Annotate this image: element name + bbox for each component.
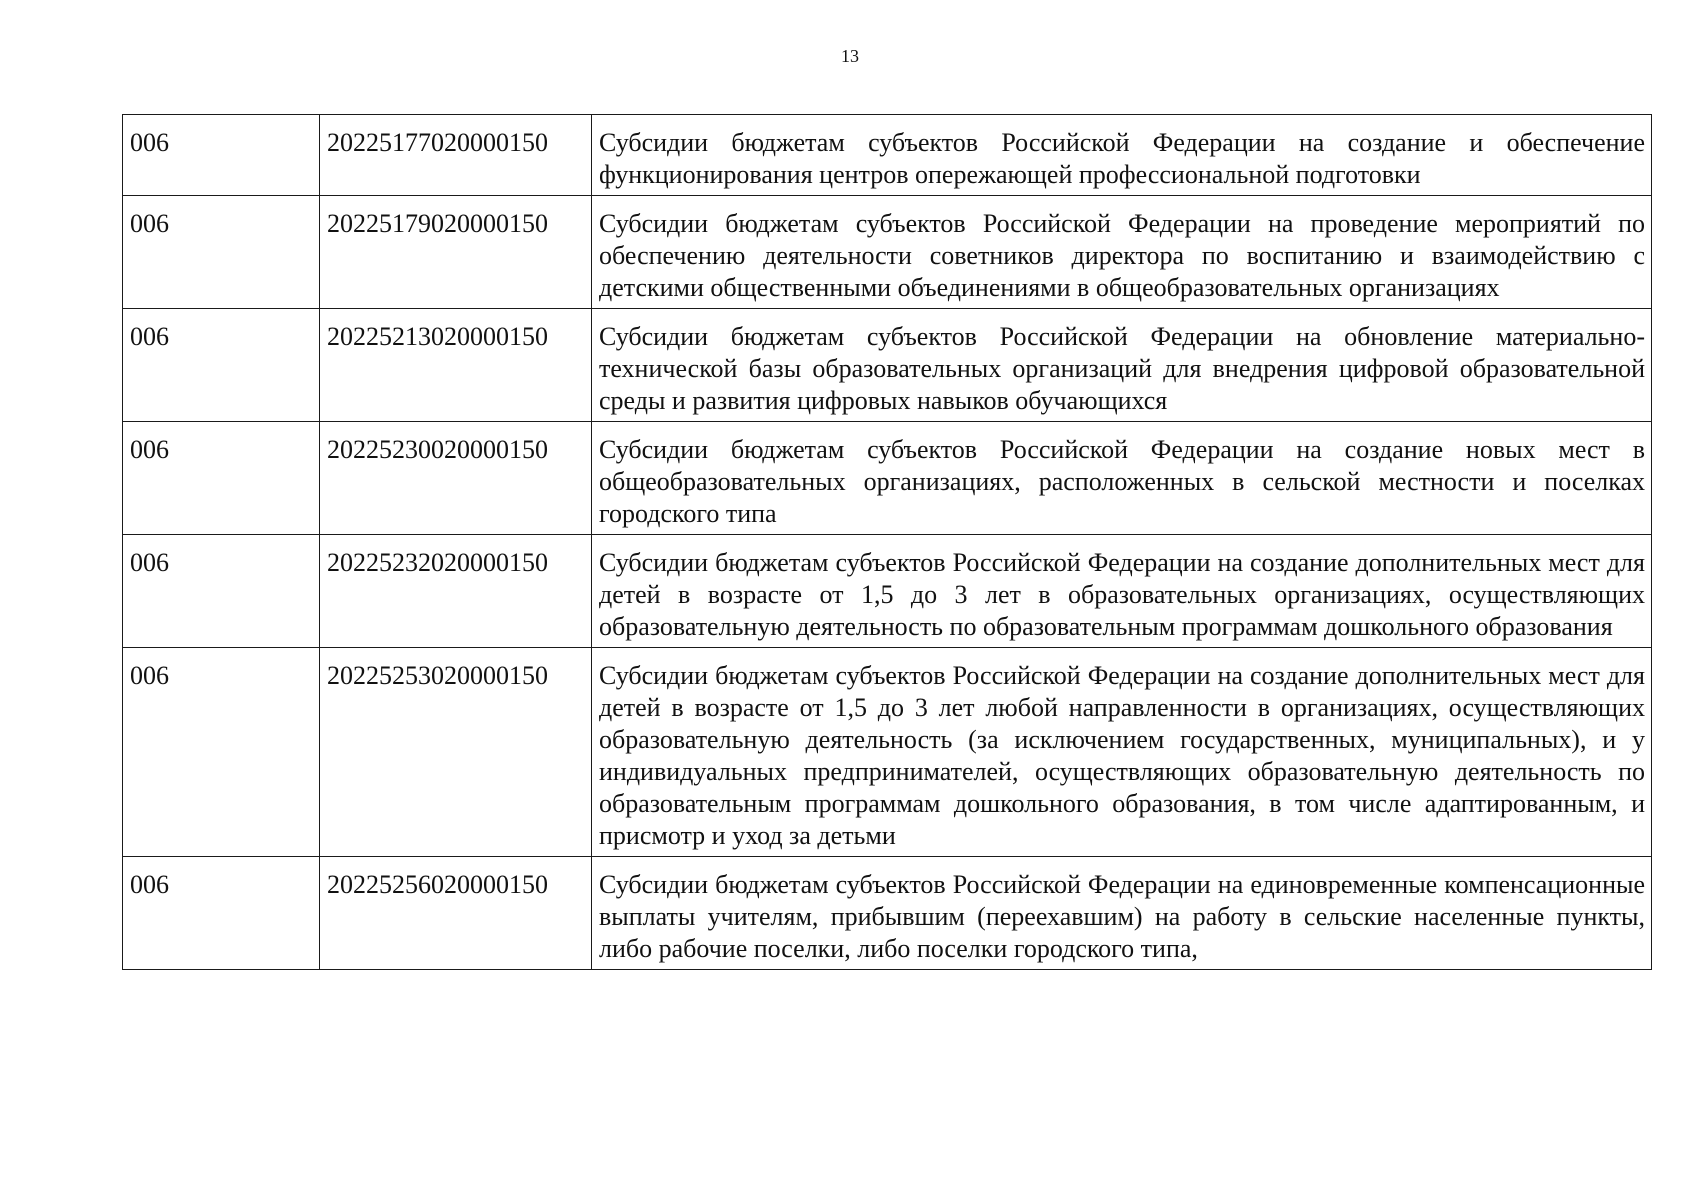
table-row — [123, 309, 1652, 422]
budget-code-cell: 20225232020000150 — [320, 535, 592, 648]
admin-code-cell: 006 — [123, 648, 320, 857]
budget-codes-table — [122, 114, 1652, 970]
table-row — [123, 196, 1652, 309]
budget-code-cell: 20225179020000150 — [320, 196, 592, 309]
budget-code-cell: 20225256020000150 — [320, 857, 592, 970]
description-cell: Субсидии бюджетам субъектов Российской Федерации на создание и обеспечение функционирования центров опережающей профессиональной подготовки — [592, 115, 1652, 196]
admin-code-cell: 006 — [123, 115, 320, 196]
table-row — [123, 535, 1652, 648]
budget-code-cell: 20225177020000150 — [320, 115, 592, 196]
budget-code-cell: 20225230020000150 — [320, 422, 592, 535]
admin-code-cell: 006 — [123, 857, 320, 970]
description-cell: Субсидии бюджетам субъектов Российской Федерации на создание дополнительных мест для детей в возрасте от 1,5 до 3 лет любой направленности в организациях, осуществляющих образовательную деятельность (за исключением государственных, муниципальных), и у индивидуальных предпринимателей, осуществляющих образовательную деятельность по образовательным программам дошкольного образования, в том числе адаптированным, и присмотр и уход за детьми — [592, 648, 1652, 857]
admin-code-cell: 006 — [123, 422, 320, 535]
table-row — [123, 422, 1652, 535]
description-cell: Субсидии бюджетам субъектов Российской Федерации на единовременные компенсационные выплаты учителям, прибывшим (переехавшим) на работу в сельские населенные пункты, либо рабочие поселки, либо поселки городского типа, — [592, 857, 1652, 970]
page-number: 13 — [841, 46, 859, 66]
table-row — [123, 857, 1652, 970]
description-cell: Субсидии бюджетам субъектов Российской Федерации на создание новых мест в общеобразовательных организациях, расположенных в сельской местности и поселках городского типа — [592, 422, 1652, 535]
description-cell: Субсидии бюджетам субъектов Российской Федерации на проведение мероприятий по обеспечению деятельности советников директора по воспитанию и взаимодействию с детскими общественными объединениями в общеобразовательных организациях — [592, 196, 1652, 309]
table-row — [123, 115, 1652, 196]
description-cell: Субсидии бюджетам субъектов Российской Федерации на создание дополнительных мест для детей в возрасте от 1,5 до 3 лет в образовательных организациях, осуществляющих образовательную деятельность по образовательным программам дошкольного образования — [592, 535, 1652, 648]
table-row — [123, 648, 1652, 857]
admin-code-cell: 006 — [123, 196, 320, 309]
description-cell: Субсидии бюджетам субъектов Российской Федерации на обновление материально-технической базы образовательных организаций для внедрения цифровой образовательной среды и развития цифровых навыков обучающихся — [592, 309, 1652, 422]
budget-code-cell: 20225213020000150 — [320, 309, 592, 422]
budget-code-cell: 20225253020000150 — [320, 648, 592, 857]
admin-code-cell: 006 — [123, 535, 320, 648]
admin-code-cell: 006 — [123, 309, 320, 422]
